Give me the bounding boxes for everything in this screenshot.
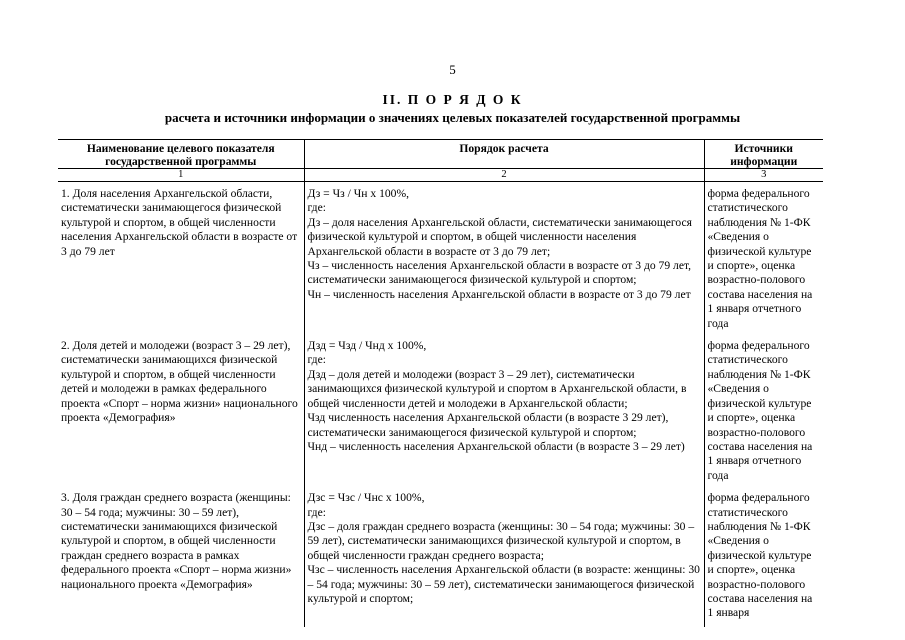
table-body (58, 182, 823, 627)
table-row (58, 337, 823, 489)
indicator-name: 3. Доля граждан среднего возраста (женщины: 30 – 54 года; мужчины: 30 – 59 лет), систематически занимающихся физической культурой и спортом, в общей численности граждан среднего возраста в рамках федерального проекта «Спорт – норма жизни» национального проекта «Демография» (61, 491, 292, 591)
definition: Чзс – численность населения Архангельской области (в возрасте: женщины: 30 – 54 года; мужчины: 30 – 59 лет), систематически занимающегося физической культурой и спортом; (307, 563, 700, 605)
header-sources: Источники информации (704, 140, 823, 169)
information-source: форма федерального статистического наблюдения № 1-ФК «Сведения о физической культуре и спорте», оценка возрастно-полового состава населения на 1 января (704, 489, 823, 627)
header-indicator-name: Наименование целевого показателя государственной программы (58, 140, 304, 169)
page-number: 5 (449, 62, 456, 77)
formula: Дзс = Чзс / Чнс х 100%, (307, 491, 425, 505)
where-label: где: (307, 353, 326, 367)
column-number: 2 (304, 169, 704, 182)
definition: Чнд – численность населения Архангельской области (в возрасте 3 – 29 лет) (307, 439, 685, 453)
indicators-table (58, 139, 823, 627)
column-number: 1 (58, 169, 304, 182)
definition: Дзс – доля граждан среднего возраста (женщины: 30 – 54 года; мужчины: 30 – 59 лет), систематически занимающихся физической культурой и спортом, в общей численности граждан среднего возраста; (307, 519, 695, 562)
section-subtitle: расчета и источники информации о значениях целевых показателей государственной программы (164, 110, 741, 125)
formula: Дз = Чз / Чн х 100%, (307, 187, 410, 200)
header-calculation: Порядок расчета (304, 140, 704, 169)
where-label: где: (307, 505, 326, 519)
formula: Дзд = Чзд / Чнд х 100%, (307, 339, 427, 353)
table-row (58, 182, 823, 338)
calculation-cell (304, 337, 704, 489)
indicator-name: 1. Доля населения Архангельской области, систематически занимающегося физической культурой и спортом, в общей численности населения Архангельской области в возрасте от 3 до 79 лет (61, 187, 298, 258)
table-header (58, 140, 823, 182)
definition: Чн – численность населения Архангельской области в возрасте от 3 до 79 лет (307, 287, 691, 301)
definition: Дзд – доля детей и молодежи (возраст 3 – 29 лет), систематически занимающихся физической культурой и спортом в Архангельской области, в общей численности детей и молодежи в Архангельской области; (307, 367, 687, 410)
definition: Дз – доля населения Архангельской области, систематически занимающегося физической культурой и спортом, в общей численности населения Архангельской области в возрасте от 3 до 79 лет; (307, 215, 692, 258)
calculation-cell (304, 182, 704, 338)
information-source: форма федерального статистического наблюдения № 1-ФК «Сведения о физической культуре и спорте», оценка возрастно-полового состава населения на 1 января отчетного года (704, 182, 823, 338)
indicator-name: 2. Доля детей и молодежи (возраст 3 – 29 лет), систематически занимающихся физической культурой и спортом, в общей численности детей и молодежи в рамках федерального проекта «Спорт – норма жизни» национального проекта «Демография» (61, 339, 298, 425)
header-row (58, 140, 823, 169)
section-title: II. П О Р Я Д О К (382, 92, 523, 107)
information-source: форма федерального статистического наблюдения № 1-ФК «Сведения о физической культуре и спорте», оценка возрастно-полового состава населения на 1 января отчетного года (704, 337, 823, 489)
table-row (58, 489, 823, 627)
column-number-row (58, 169, 823, 182)
definition: Чз – численность населения Архангельской области в возрасте от 3 до 79 лет, систематически занимающегося физической культурой и спортом; (307, 259, 692, 287)
calculation-cell (304, 489, 704, 627)
where-label: где: (307, 201, 326, 215)
definition: Чзд численность населения Архангельской области (в возрасте 3 29 лет), систематически занимающегося физической культурой и спортом; (307, 411, 669, 439)
column-number: 3 (704, 169, 823, 182)
